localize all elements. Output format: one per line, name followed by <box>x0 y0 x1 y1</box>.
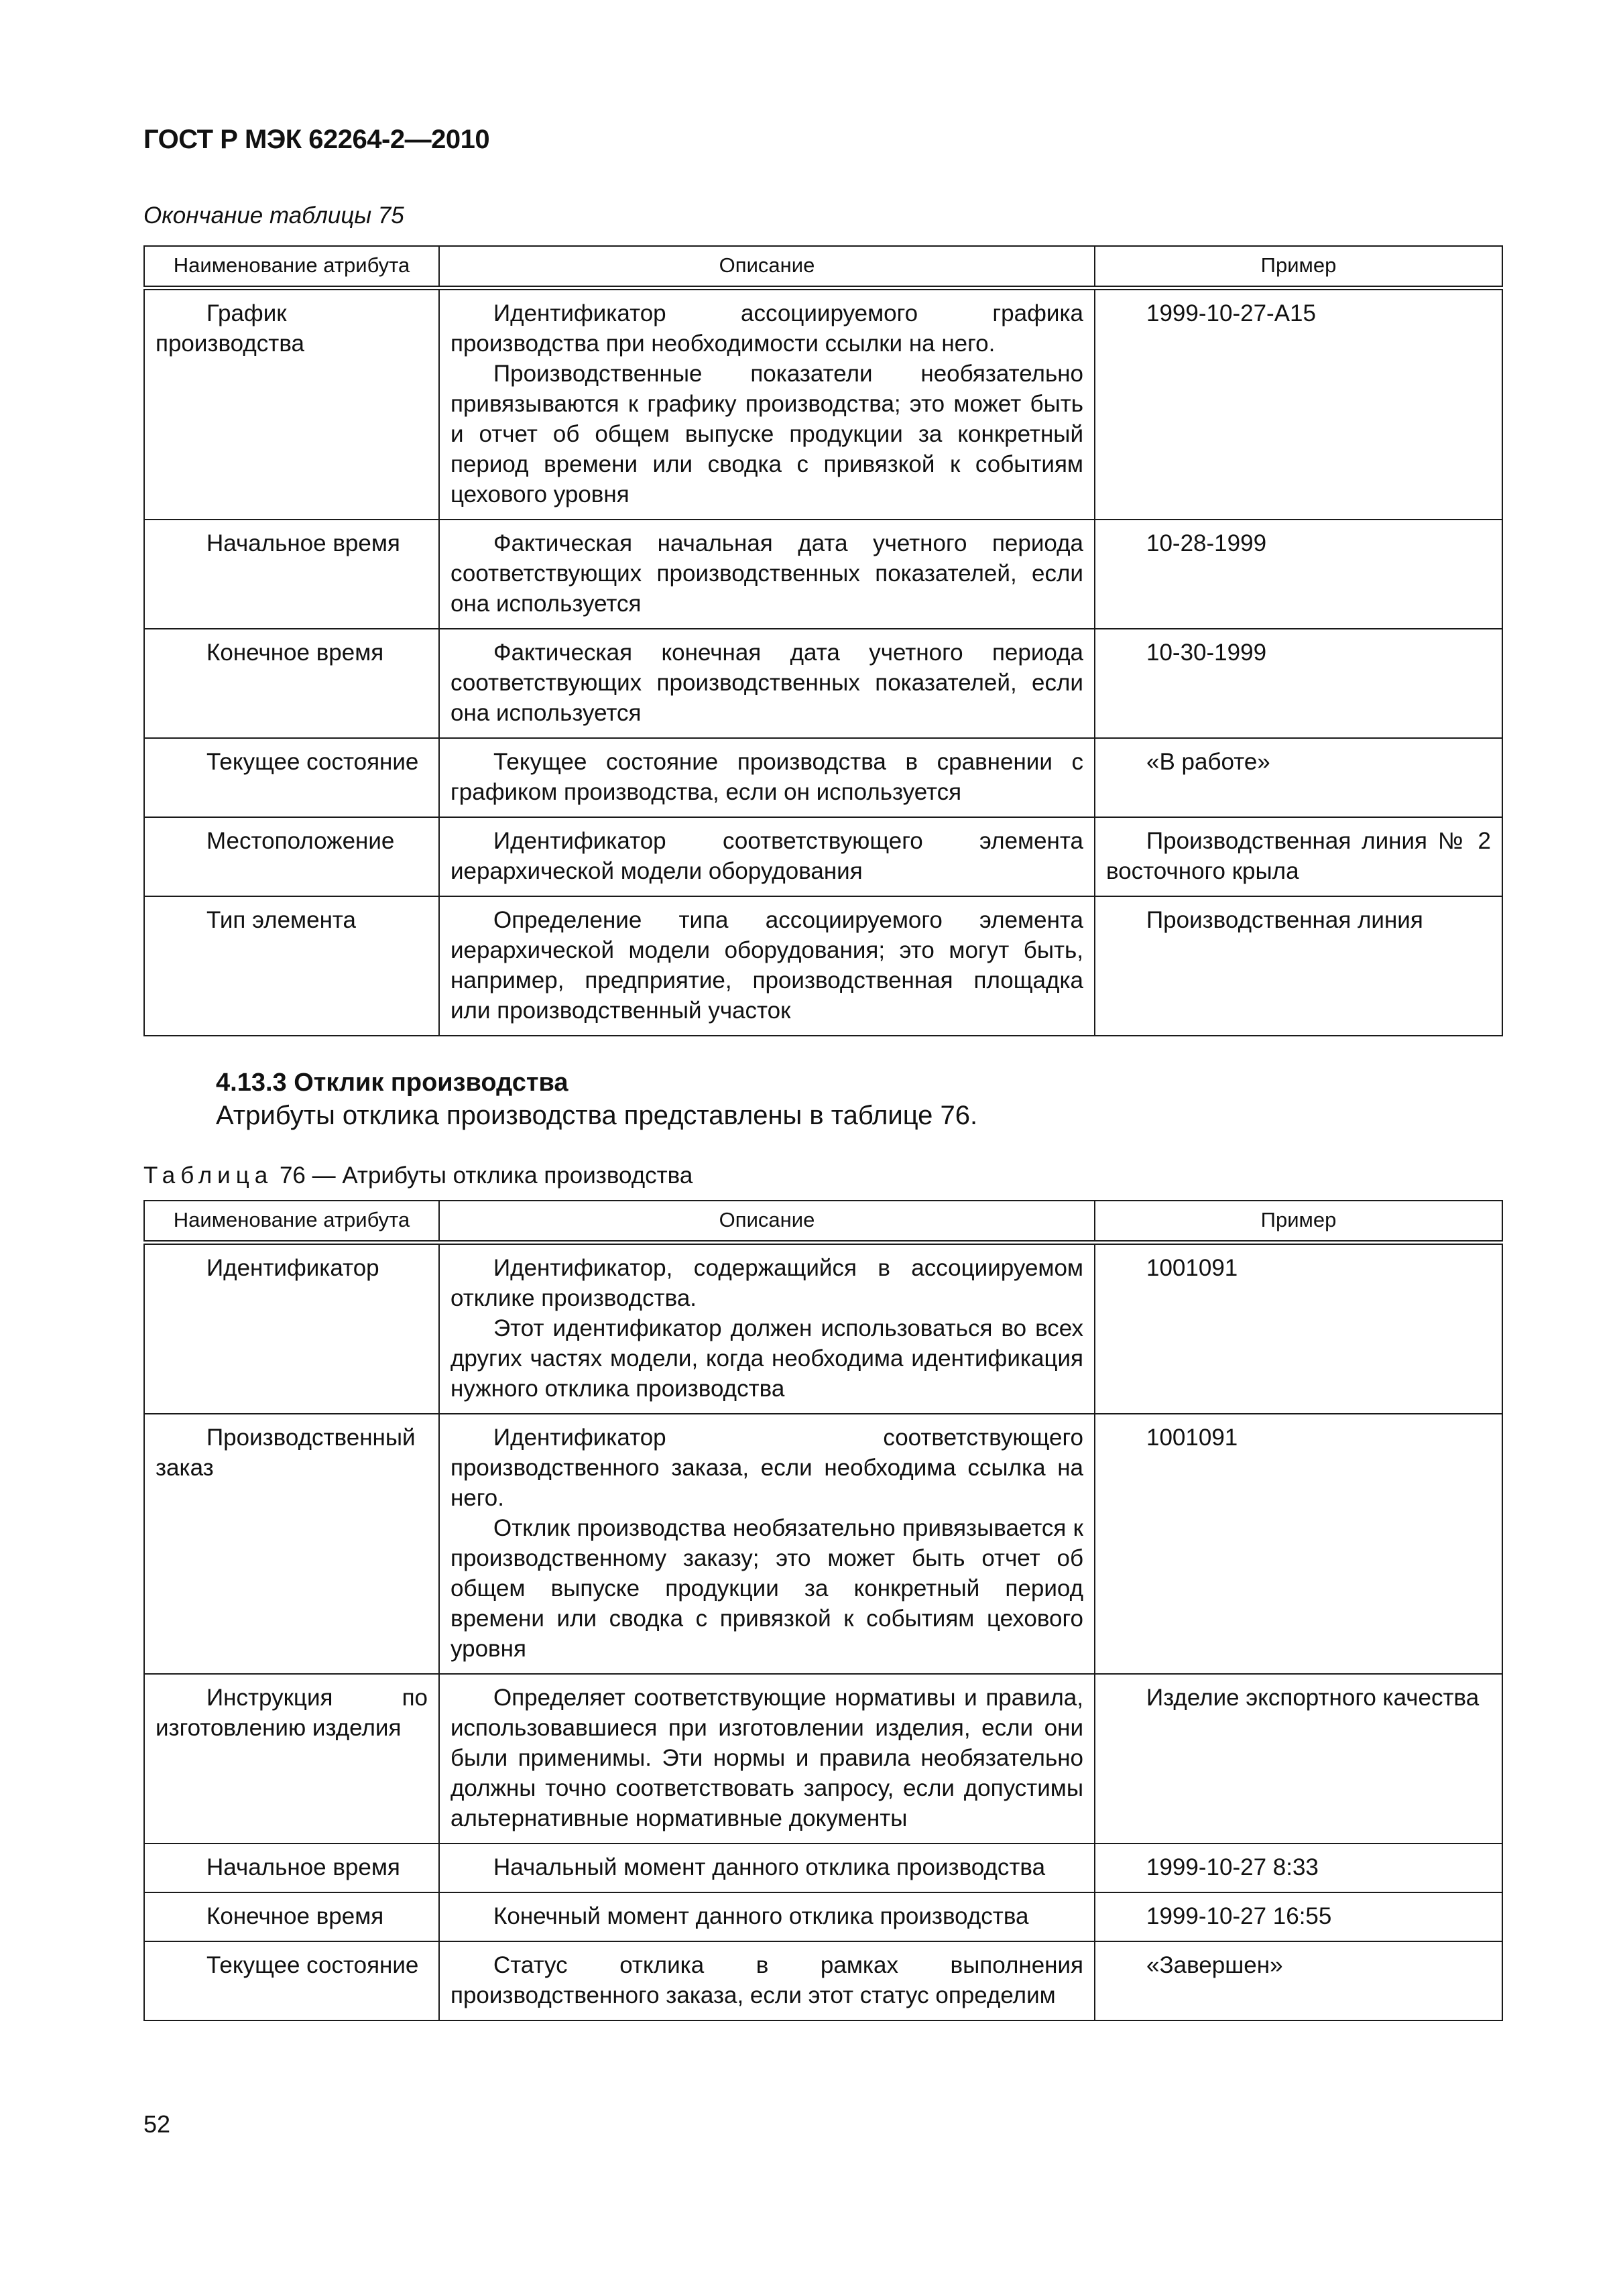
example-cell: 1999-10-27-A15 <box>1095 288 1502 520</box>
attribute-name-cell: Идентификатор <box>144 1243 439 1414</box>
table-row <box>144 288 1502 520</box>
description-paragraph: Статус отклика в рамках выполнения производственного заказа, если этот статус определим <box>450 1952 1083 2008</box>
attribute-name-cell: Текущее состояние <box>144 1941 439 2020</box>
description-cell <box>439 1674 1095 1844</box>
example-cell: 1001091 <box>1095 1414 1502 1674</box>
example-cell: 1999-10-27 8:33 <box>1095 1844 1502 1892</box>
table-row <box>144 1892 1502 1941</box>
description-cell <box>439 1941 1095 2020</box>
description-paragraph: Фактическая начальная дата учетного периода соответствующих производственных показателей, если она используется <box>450 530 1083 617</box>
attribute-name-cell: График производства <box>144 288 439 520</box>
attribute-name-cell: Конечное время <box>144 629 439 738</box>
description-cell <box>439 738 1095 817</box>
attribute-name-cell: Производственный заказ <box>144 1414 439 1674</box>
document-code: ГОСТ Р МЭК 62264-2—2010 <box>143 125 490 154</box>
description-paragraph: Определяет соответствующие нормативы и правила, использовавшиеся при изготовлении изделия, если они были применимы. Эти нормы и правила необязательно должны точно соответствовать запросу, если допустимы альтернативные нормативные документы <box>450 1685 1083 1831</box>
description-paragraph: Идентификатор соответствующего производственного заказа, если необходима ссылка на него. <box>450 1425 1083 1511</box>
table-row <box>144 1414 1502 1674</box>
table-caption <box>143 1162 693 1189</box>
table-row <box>144 1941 1502 2020</box>
table-row <box>144 1844 1502 1892</box>
description-paragraph: Конечный момент данного отклика производства <box>493 1903 1029 1929</box>
table-75 <box>143 245 1503 1036</box>
table-row <box>144 520 1502 629</box>
attribute-name-cell: Инструкция по изготовлению изделия <box>144 1674 439 1844</box>
example-cell: Производственная линия <box>1095 896 1502 1036</box>
table-row <box>144 896 1502 1036</box>
description-paragraph: Фактическая конечная дата учетного периода соответствующих производственных показателей, если она используется <box>450 640 1083 726</box>
example-cell: 1001091 <box>1095 1243 1502 1414</box>
description-cell <box>439 1892 1095 1941</box>
description-cell <box>439 1243 1095 1414</box>
description-cell <box>439 629 1095 738</box>
table-row <box>144 1243 1502 1414</box>
attribute-name-cell: Текущее состояние <box>144 738 439 817</box>
description-paragraph: Идентификатор соответствующего элемента иерархической модели оборудования <box>450 828 1083 884</box>
example-cell: 10-30-1999 <box>1095 629 1502 738</box>
description-cell <box>439 1844 1095 1892</box>
table-caption-title: 76 — Атрибуты отклика производства <box>279 1162 693 1189</box>
page-number: 52 <box>143 2110 171 2138</box>
table-header-row <box>144 246 1502 288</box>
table-row <box>144 629 1502 738</box>
column-header-name: Наименование атрибута <box>144 1201 439 1243</box>
table-row <box>144 1674 1502 1844</box>
table-continuation-label: Окончание таблицы 75 <box>143 202 404 229</box>
example-cell: «Завершен» <box>1095 1941 1502 2020</box>
description-paragraph: Идентификатор ассоциируемого графика производства при необходимости ссылки на него. <box>450 300 1083 357</box>
table-caption-label: Таблица <box>143 1162 274 1189</box>
table-76 <box>143 1200 1503 2021</box>
table-row <box>144 738 1502 817</box>
description-paragraph: Текущее состояние производства в сравнении с графиком производства, если он используется <box>450 749 1083 805</box>
description-cell <box>439 896 1095 1036</box>
description-paragraph: Отклик производства необязательно привязывается к производственному заказу; это может быть отчет об общем выпуске продукции за конкретный период времени или сводка с привязкой к событиям цехового уровня <box>450 1515 1083 1662</box>
section-heading: 4.13.3 Отклик производства <box>216 1069 568 1097</box>
example-cell: Изделие экспортного качества <box>1095 1674 1502 1844</box>
example-cell: Производственная линия № 2 восточного крыла <box>1095 817 1502 896</box>
example-cell: 10-28-1999 <box>1095 520 1502 629</box>
example-cell: «В работе» <box>1095 738 1502 817</box>
attribute-name-cell: Начальное время <box>144 1844 439 1892</box>
description-cell <box>439 288 1095 520</box>
column-header-example: Пример <box>1095 246 1502 288</box>
description-paragraph: Производственные показатели необязательно привязываются к графику производства; это может быть и отчет об общем выпуске продукции за конкретный период времени или сводка с привязкой к событиям цехового уровня <box>450 361 1083 507</box>
column-header-description: Описание <box>439 1201 1095 1243</box>
table-header-row <box>144 1201 1502 1243</box>
column-header-name: Наименование атрибута <box>144 246 439 288</box>
description-paragraph: Этот идентификатор должен использоваться во всех других частях модели, когда необходима идентификация нужного отклика производства <box>450 1315 1083 1402</box>
attribute-name-cell: Тип элемента <box>144 896 439 1036</box>
description-cell <box>439 1414 1095 1674</box>
section-intro-text: Атрибуты отклика производства представлены в таблице 76. <box>216 1101 978 1130</box>
example-cell: 1999-10-27 16:55 <box>1095 1892 1502 1941</box>
column-header-description: Описание <box>439 246 1095 288</box>
table-row <box>144 817 1502 896</box>
attribute-name-cell: Конечное время <box>144 1892 439 1941</box>
description-cell <box>439 520 1095 629</box>
column-header-example: Пример <box>1095 1201 1502 1243</box>
description-paragraph: Определение типа ассоциируемого элемента иерархической модели оборудования; это могут быть, например, предприятие, производственная площадка или производственный участок <box>450 907 1083 1024</box>
description-paragraph: Идентификатор, содержащийся в ассоциируемом отклике производства. <box>450 1255 1083 1311</box>
attribute-name-cell: Местоположение <box>144 817 439 896</box>
attribute-name-cell: Начальное время <box>144 520 439 629</box>
description-cell <box>439 817 1095 896</box>
description-paragraph: Начальный момент данного отклика производства <box>493 1854 1046 1880</box>
